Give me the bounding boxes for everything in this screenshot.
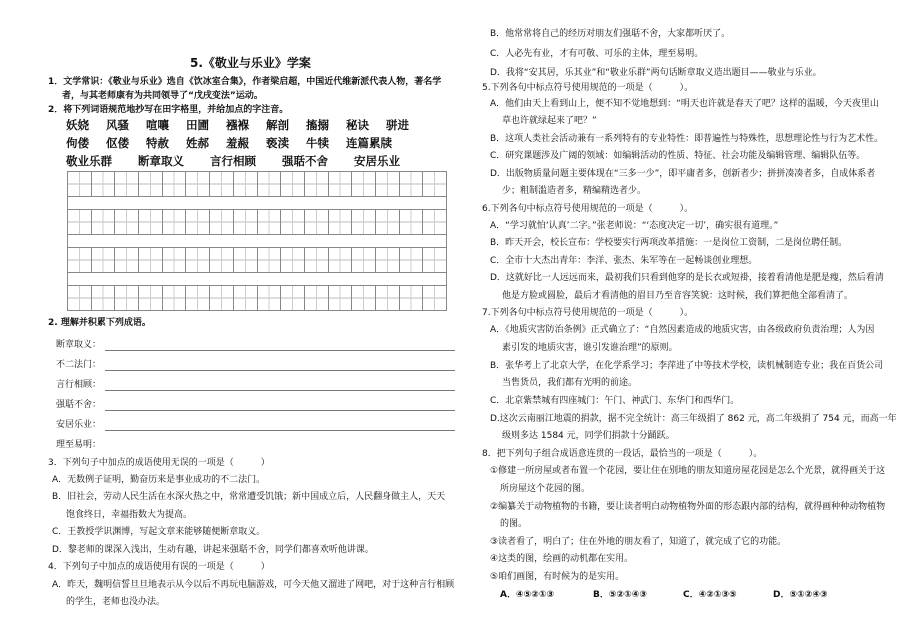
grid-cell[interactable] bbox=[400, 248, 424, 272]
grid-cell[interactable] bbox=[186, 248, 210, 272]
q2-text: 2．将下列词语规范地抄写在田字格里，并给加点的字注音。 bbox=[48, 105, 289, 115]
grid-cell[interactable] bbox=[258, 210, 282, 234]
q8-sentence-1-cont: 所房屋这个花园的图。 bbox=[500, 484, 591, 494]
grid-cell[interactable] bbox=[352, 248, 376, 272]
grid-cell[interactable] bbox=[376, 172, 400, 196]
idiom-label: 安居乐业： bbox=[56, 420, 102, 430]
word: 强聒不舍 bbox=[282, 154, 328, 168]
grid-cell[interactable] bbox=[115, 210, 139, 234]
q8-sentence-5: ⑤咱们画图，有时候为的是实用。 bbox=[490, 572, 625, 582]
grid-cell[interactable] bbox=[163, 172, 187, 196]
word: 敬业乐群 bbox=[66, 154, 112, 168]
q6-option-d-cont: 他是方脸或圆脸，最后才看清他的眉目乃至音容笑貌：这时候，我们算把他全部看清了。 bbox=[502, 291, 854, 301]
grid-cell[interactable] bbox=[234, 286, 258, 310]
word: 田圃 bbox=[186, 118, 209, 132]
idiom-answer-line[interactable] bbox=[105, 430, 455, 431]
grid-cell[interactable] bbox=[400, 210, 424, 234]
grid-cell[interactable] bbox=[423, 248, 446, 272]
word: 秘诀 bbox=[346, 118, 369, 132]
q4-text: 4．下列句子中加点的成语使用有误的一项是（ ） bbox=[48, 562, 270, 572]
word-row-3 bbox=[66, 154, 417, 168]
q5-option-a: A．他们由天上看到山上，便不知不觉地想到：“明天也许就是春天了吧？这样的温暖，今天夜里山 bbox=[490, 99, 879, 109]
q7-option-d-cont: 级则多达 1584 元，同学们捐款十分踊跃。 bbox=[502, 431, 675, 441]
q4-option-d: D．我将“安其居，乐其业”和“敬业乐群”两句话断章取义造出题目——敬业与乐业。 bbox=[490, 68, 822, 78]
q8-text: 8．把下列句子组合成语意连贯的一段话，最恰当的一项是（ ）。 bbox=[482, 449, 763, 459]
grid-cell[interactable] bbox=[352, 210, 376, 234]
grid-cell[interactable] bbox=[234, 248, 258, 272]
grid-cell[interactable] bbox=[139, 210, 163, 234]
q7-option-c: C．北京紫禁城有四座城门：午门、神武门、东华门和西华门。 bbox=[490, 396, 740, 406]
q6-option-c: C．全市十大杰出青年：李洋、张杰、朱军等在一起畅谈创业理想。 bbox=[490, 256, 758, 266]
q5-option-c: C．研究课题涉及广阔的领域：如编辑活动的性质、特征、社会功能及编辑管理、编辑队伍等。 bbox=[490, 151, 866, 161]
grid-cell[interactable] bbox=[234, 210, 258, 234]
grid-cell[interactable] bbox=[352, 286, 376, 310]
word: 断章取义 bbox=[138, 154, 184, 168]
grid-cell[interactable] bbox=[234, 172, 258, 196]
q6-option-a: A．“学习就怕‘认真’二字。”张老师说：“‘态度决定一切’，确实很有道理。” bbox=[490, 221, 779, 231]
q8-option-c: C．④②①③⑤ bbox=[683, 590, 737, 600]
grid-row[interactable] bbox=[68, 286, 446, 311]
grid-cell[interactable] bbox=[68, 172, 92, 196]
word: 言行相顾 bbox=[210, 154, 256, 168]
grid-cell[interactable] bbox=[423, 210, 446, 234]
grid-cell[interactable] bbox=[92, 210, 116, 234]
word: 解剖 bbox=[266, 118, 289, 132]
q7-option-d: D.这次云南丽江地震的捐款，据不完全统计：高三年级捐了 862 元，高二年级捐了 754 元，而高一年 bbox=[490, 414, 897, 424]
word: 搐搦 bbox=[306, 118, 329, 132]
grid-cell[interactable] bbox=[210, 172, 234, 196]
idiom-label: 断章取义： bbox=[56, 340, 102, 350]
grid-cell[interactable] bbox=[139, 172, 163, 196]
word: 伛偻 bbox=[106, 136, 129, 150]
grid-cell[interactable] bbox=[258, 248, 282, 272]
grid-cell[interactable] bbox=[305, 286, 329, 310]
grid-spacer bbox=[68, 197, 446, 210]
grid-cell[interactable] bbox=[115, 286, 139, 310]
grid-cell[interactable] bbox=[92, 286, 116, 310]
q7-option-a: A．《地质灾害防治条例》正式确立了：“自然因素造成的地质灾害，由各级政府负责治理；人为因 bbox=[490, 325, 875, 335]
q8-sentence-2: ②编纂关于动物植物的书籍，要让读者明白动物植物外面的形态跟内部的结构，就得画种种动物植物 bbox=[490, 502, 886, 512]
grid-cell[interactable] bbox=[139, 286, 163, 310]
q5-option-b: B．这项人类社会活动兼有一系列特有的专业特性：即普遍性与特殊性，思想理论性与行为艺术性。 bbox=[490, 134, 884, 144]
q7-option-b: B．张华考上了北京大学，在化学系学习；李萍进了中等技术学校，读机械制造专业；我在百货公司 bbox=[490, 361, 884, 371]
grid-cell[interactable] bbox=[68, 210, 92, 234]
q3-option-b: B．旧社会，劳动人民生活在水深火热之中，常常遭受饥饿；新中国成立后，人民翻身做主人，天天 bbox=[52, 492, 446, 502]
grid-cell[interactable] bbox=[329, 286, 353, 310]
grid-cell[interactable] bbox=[163, 248, 187, 272]
grid-cell[interactable] bbox=[186, 172, 210, 196]
grid-cell[interactable] bbox=[115, 172, 139, 196]
grid-row[interactable] bbox=[68, 210, 446, 235]
grid-cell[interactable] bbox=[210, 248, 234, 272]
idiom-label: 不二法门： bbox=[56, 360, 102, 370]
grid-cell[interactable] bbox=[281, 210, 305, 234]
q6-option-d: D．这就好比一人远远而来，最初我们只看到他穿的是长衣或短褂，接着看清他是肥是瘦，然后看清 bbox=[490, 273, 884, 283]
grid-cell[interactable] bbox=[163, 210, 187, 234]
word: 安居乐业 bbox=[354, 154, 400, 168]
word: 妖娆 bbox=[66, 118, 89, 132]
grid-cell[interactable] bbox=[258, 172, 282, 196]
grid-cell[interactable] bbox=[329, 210, 353, 234]
idiom-answer-line[interactable] bbox=[105, 390, 455, 391]
idiom-label: 理至易明： bbox=[56, 440, 102, 450]
q7-option-a-cont: 素引发的地质灾害，谁引发谁治理”的原则。 bbox=[502, 343, 678, 353]
q8-sentence-3: ③读者看了，明白了；住在外地的朋友看了，知道了，就完成了它的功能。 bbox=[490, 537, 787, 547]
idiom-label: 言行相顾： bbox=[56, 380, 102, 390]
grid-cell[interactable] bbox=[281, 286, 305, 310]
grid-cell[interactable] bbox=[281, 248, 305, 272]
q3-option-a: A．无数例子证明，勤奋历来是事业成功的不二法门。 bbox=[52, 475, 266, 485]
q1-text: 1．文学常识：《敬业与乐业》选自《饮冰室合集》，作者梁启超，中国近代维新派代表人物，著名学 bbox=[48, 77, 442, 87]
q8-sentence-1: ①修建一所房屋或者布置一个花园，要让住在别地的朋友知道房屋花园是怎么个光景，就得画关于这 bbox=[490, 466, 886, 476]
word: 牛犊 bbox=[306, 136, 329, 150]
q5-option-d-cont: 少；粗制滥造者多，精编精选者少。 bbox=[502, 186, 647, 196]
grid-cell[interactable] bbox=[210, 286, 234, 310]
grid-spacer bbox=[68, 235, 446, 248]
q7-option-b-cont: 当售货员，我们都有光明的前途。 bbox=[502, 378, 638, 388]
grid-cell[interactable] bbox=[115, 248, 139, 272]
q4-option-a-cont: 的学生，老师也没办法。 bbox=[66, 597, 166, 607]
word: 喧嚷 bbox=[146, 118, 169, 132]
q4-option-c: C．人必先有业，才有可敬、可乐的主体，理至易明。 bbox=[490, 49, 704, 59]
idiom-answer-line[interactable] bbox=[105, 410, 455, 411]
grid-cell[interactable] bbox=[281, 172, 305, 196]
grid-cell[interactable] bbox=[186, 286, 210, 310]
q8-option-d: D．⑤①②④③ bbox=[773, 590, 828, 600]
grid-cell[interactable] bbox=[68, 248, 92, 272]
grid-cell[interactable] bbox=[376, 286, 400, 310]
grid-row[interactable] bbox=[68, 248, 446, 273]
q8-option-b: B．⑤②①④③ bbox=[593, 590, 647, 600]
q2b-text: 2. 理解并积累下列成语。 bbox=[48, 318, 151, 328]
word: 亵渎 bbox=[266, 136, 289, 150]
grid-cell[interactable] bbox=[329, 248, 353, 272]
q5-text: 5.下列各句中标点符号使用规范的一项是（ ）。 bbox=[482, 83, 694, 93]
grid-cell[interactable] bbox=[68, 286, 92, 310]
page-title: 5.《敬业与乐业》学案 bbox=[190, 56, 311, 70]
grid-cell[interactable] bbox=[186, 210, 210, 234]
grid-cell[interactable] bbox=[92, 248, 116, 272]
q1-text-cont: 者，与其老师康有为共同领导了“戊戌变法”运动。 bbox=[62, 91, 263, 101]
word: 羞赧 bbox=[226, 136, 249, 150]
q6-option-b: B．昨天开会，校长宣布：学校要实行两项改革措施：一是岗位工资制，二是岗位聘任制。 bbox=[490, 238, 848, 248]
grid-cell[interactable] bbox=[305, 210, 329, 234]
q6-text: 6.下列各句中标点符号使用规范的一项是（ ）。 bbox=[482, 204, 694, 214]
grid-cell[interactable] bbox=[400, 286, 424, 310]
grid-cell[interactable] bbox=[423, 172, 446, 196]
grid-cell[interactable] bbox=[139, 248, 163, 272]
grid-cell[interactable] bbox=[258, 286, 282, 310]
q7-text: 7.下列各句中标点符号使用规范的一项是（ ）。 bbox=[482, 308, 694, 318]
grid-spacer bbox=[68, 273, 446, 286]
q3-option-d: D．黎老师的课深入浅出，生动有趣，讲起来强聒不舍，同学们都喜欢听他讲课。 bbox=[52, 545, 374, 555]
idiom-answer-line[interactable] bbox=[105, 350, 455, 351]
tianzige-writing-grid[interactable] bbox=[67, 171, 447, 311]
word: 特赦 bbox=[146, 136, 169, 150]
word: 连篇累牍 bbox=[346, 136, 392, 150]
grid-cell[interactable] bbox=[305, 248, 329, 272]
grid-cell[interactable] bbox=[210, 210, 234, 234]
idiom-answer-line[interactable] bbox=[105, 370, 455, 371]
q3-option-b-cont: 饱食终日，幸福指数大为提高。 bbox=[66, 510, 193, 520]
grid-cell[interactable] bbox=[163, 286, 187, 310]
word: 骈进 bbox=[386, 118, 409, 132]
grid-cell[interactable] bbox=[352, 172, 376, 196]
q8-sentence-2-cont: 的图。 bbox=[500, 519, 528, 529]
idiom-label: 强聒不舍： bbox=[56, 400, 102, 410]
q4-option-b: B．他常常将自己的经历对朋友们强聒不舍，大家都听厌了。 bbox=[490, 29, 731, 39]
word: 襁褓 bbox=[226, 118, 249, 132]
word: 姓郝 bbox=[186, 136, 209, 150]
q4-option-a: A．昨天，魏明信誓旦旦地表示从今以后不再玩电脑游戏，可今天他又溜进了网吧，对于这种言行相顾 bbox=[52, 580, 455, 590]
word: 佝偻 bbox=[66, 136, 89, 150]
grid-cell[interactable] bbox=[376, 248, 400, 272]
word-row-2 bbox=[66, 136, 409, 150]
grid-cell[interactable] bbox=[329, 172, 353, 196]
grid-cell[interactable] bbox=[92, 172, 116, 196]
grid-cell[interactable] bbox=[400, 172, 424, 196]
word-row-1 bbox=[66, 118, 426, 132]
grid-row[interactable] bbox=[68, 172, 446, 197]
grid-cell[interactable] bbox=[305, 172, 329, 196]
q3-option-c: C．王教授学识渊博，写起文章来能够随便断章取义。 bbox=[52, 527, 266, 537]
word: 风骚 bbox=[106, 118, 129, 132]
q3-text: 3．下列句子中加点的成语使用无误的一项是（ ） bbox=[48, 458, 270, 468]
q8-sentence-4: ④这类的图，绘画的动机都在实用。 bbox=[490, 554, 634, 564]
q5-option-d: D．出版物质量问题主要体现在“三多一少”，即平庸者多，创新者少；拼拼凑凑者多，自成体系者 bbox=[490, 169, 876, 179]
q5-option-a-cont: 草也许就绿起来了吧？” bbox=[502, 116, 597, 126]
grid-cell[interactable] bbox=[423, 286, 446, 310]
q8-option-a: A．④⑤②①③ bbox=[500, 590, 555, 600]
grid-cell[interactable] bbox=[376, 210, 400, 234]
